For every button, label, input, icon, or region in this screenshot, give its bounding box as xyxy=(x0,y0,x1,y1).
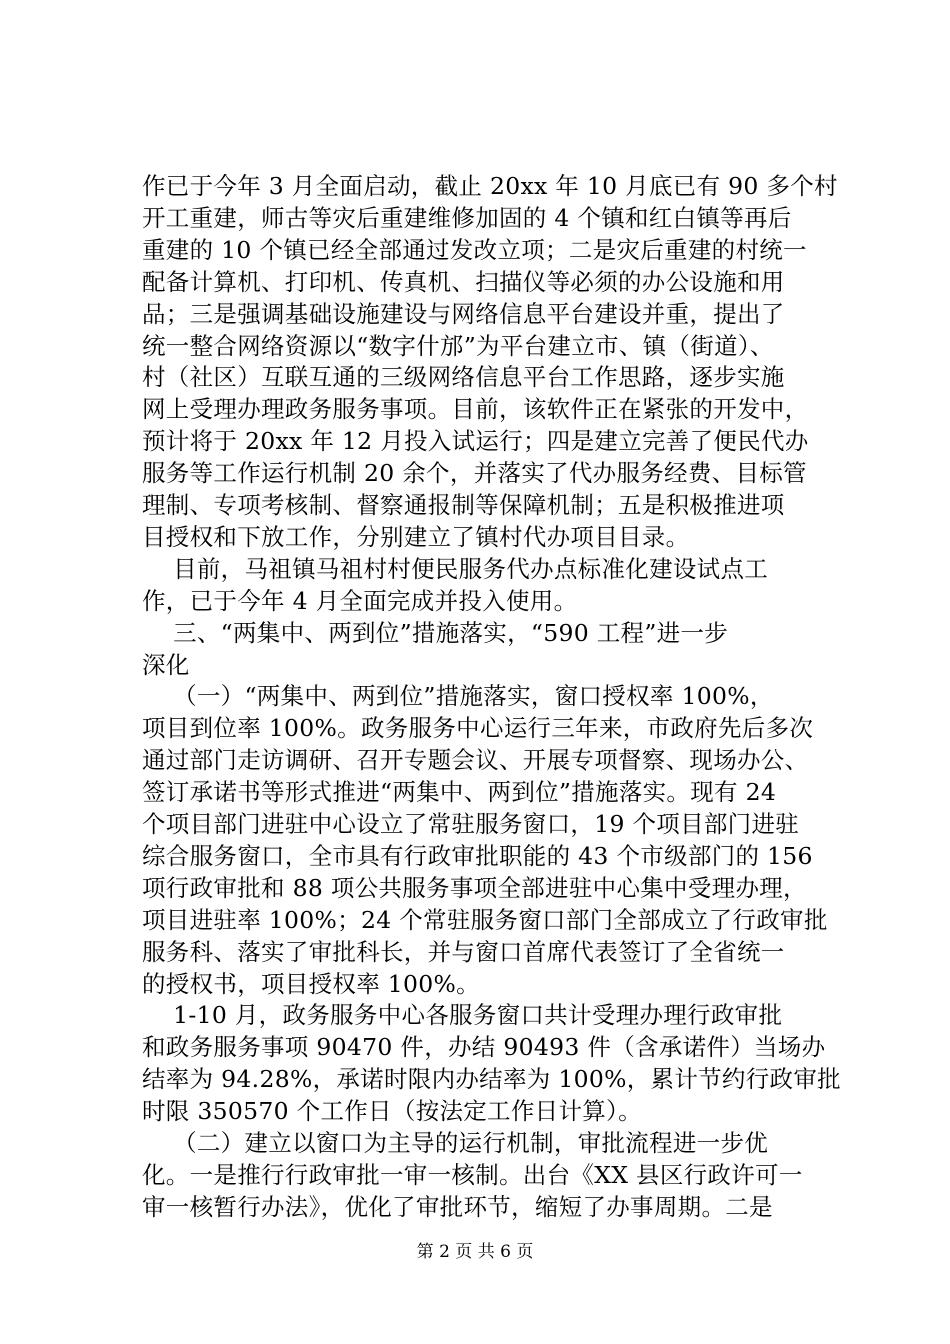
text-line: （二）建立以窗口为主导的运行机制，审批流程进一步优 xyxy=(142,1129,769,1157)
text-line: 和政务服务事项 90470 件，办结 90493 件（含承诺件）当场办 xyxy=(142,1033,826,1062)
text-line: 村（社区）互联互通的三级网络信息平台工作思路，逐步实施 xyxy=(142,363,785,392)
text-line: 项目到位率 100%。政务服务中心运行三年来，市政府先后多次 xyxy=(142,714,814,743)
text-line: 项行政审批和 88 项公共服务事项全部进驻中心集中受理办理， xyxy=(142,873,807,902)
text-line: 目前，马祖镇马祖村村便民服务代办点标准化建设试点工 xyxy=(142,554,769,583)
text-line: 作已于今年 3 月全面启动，截止 20xx 年 10 月底已有 90 多个村 xyxy=(142,172,838,200)
text-line: 综合服务窗口，全市具有行政审批职能的 43 个市级部门的 156 xyxy=(142,841,813,870)
text-line: 重建的 10 个镇已经全部通过发改立项；二是灾后重建的村统一 xyxy=(142,235,807,264)
text-line: 的授权书，项目授权率 100%。 xyxy=(142,969,480,998)
text-line: 理制、专项考核制、督察通报制等保障机制；五是积极推进项 xyxy=(142,491,785,519)
text-line: 深化 xyxy=(142,650,190,679)
text-line: 签订承诺书等形式推进“两集中、两到位”措施落实。现有 24 xyxy=(142,778,777,807)
text-line: 统一整合网络资源以“数字什邡”为平台建立市、镇（街道）、 xyxy=(142,331,774,360)
text-line: 三、“两集中、两到位”措施落实，“590 工程”进一步 xyxy=(142,618,729,647)
text-line: 化。一是推行行政审批一审一核制。出台《XX 县区行政许可一 xyxy=(142,1160,803,1189)
text-line: 通过部门走访调研、召开专题会议、开展专项督察、现场办公、 xyxy=(142,746,809,775)
text-line: 服务科、落实了审批科长，并与窗口首席代表签订了全省统一 xyxy=(142,937,785,966)
text-line: 服务等工作运行机制 20 余个，并落实了代办服务经费、目标管 xyxy=(142,459,807,488)
text-line: 目授权和下放工作，分别建立了镇村代办项目目录。 xyxy=(142,522,690,551)
page-footer: 第 2 页 共 6 页 xyxy=(416,1242,534,1262)
text-line: 作，已于今年 4 月全面完成并投入使用。 xyxy=(142,586,578,615)
text-line: 个项目部门进驻中心设立了常驻服务窗口，19 个项目部门进驻 xyxy=(142,810,800,838)
text-line: 项目进驻率 100%；24 个常驻服务窗口部门全部成立了行政审批 xyxy=(142,905,828,934)
text-line: 1-10 月，政务服务中心各服务窗口共计受理办理行政审批 xyxy=(142,1001,783,1030)
text-line: 品；三是强调基础设施建设与网络信息平台建设并重，提出了 xyxy=(142,299,785,328)
text-line: 时限 350570 个工作日（按法定工作日计算）。 xyxy=(142,1097,642,1126)
text-line: 网上受理办理政务服务事项。目前，该软件正在紧张的开发中， xyxy=(142,395,809,424)
text-line: 开工重建，师古等灾后重建维修加固的 4 个镇和红白镇等再后 xyxy=(142,203,792,232)
text-line: （一）“两集中、两到位”措施落实，窗口授权率 100%， xyxy=(142,682,774,711)
text-line: 配备计算机、打印机、传真机、扫描仪等必须的办公设施和用 xyxy=(142,267,785,296)
text-line: 结率为 94.28%，承诺时限内办结率为 100%，累计节约行政审批 xyxy=(142,1065,841,1094)
text-line: 审一核暂行办法》，优化了审批环节，缩短了办事周期。二是 xyxy=(142,1192,773,1221)
text-line: 预计将于 20xx 年 12 月投入试运行；四是建立完善了便民代办 xyxy=(142,427,809,456)
